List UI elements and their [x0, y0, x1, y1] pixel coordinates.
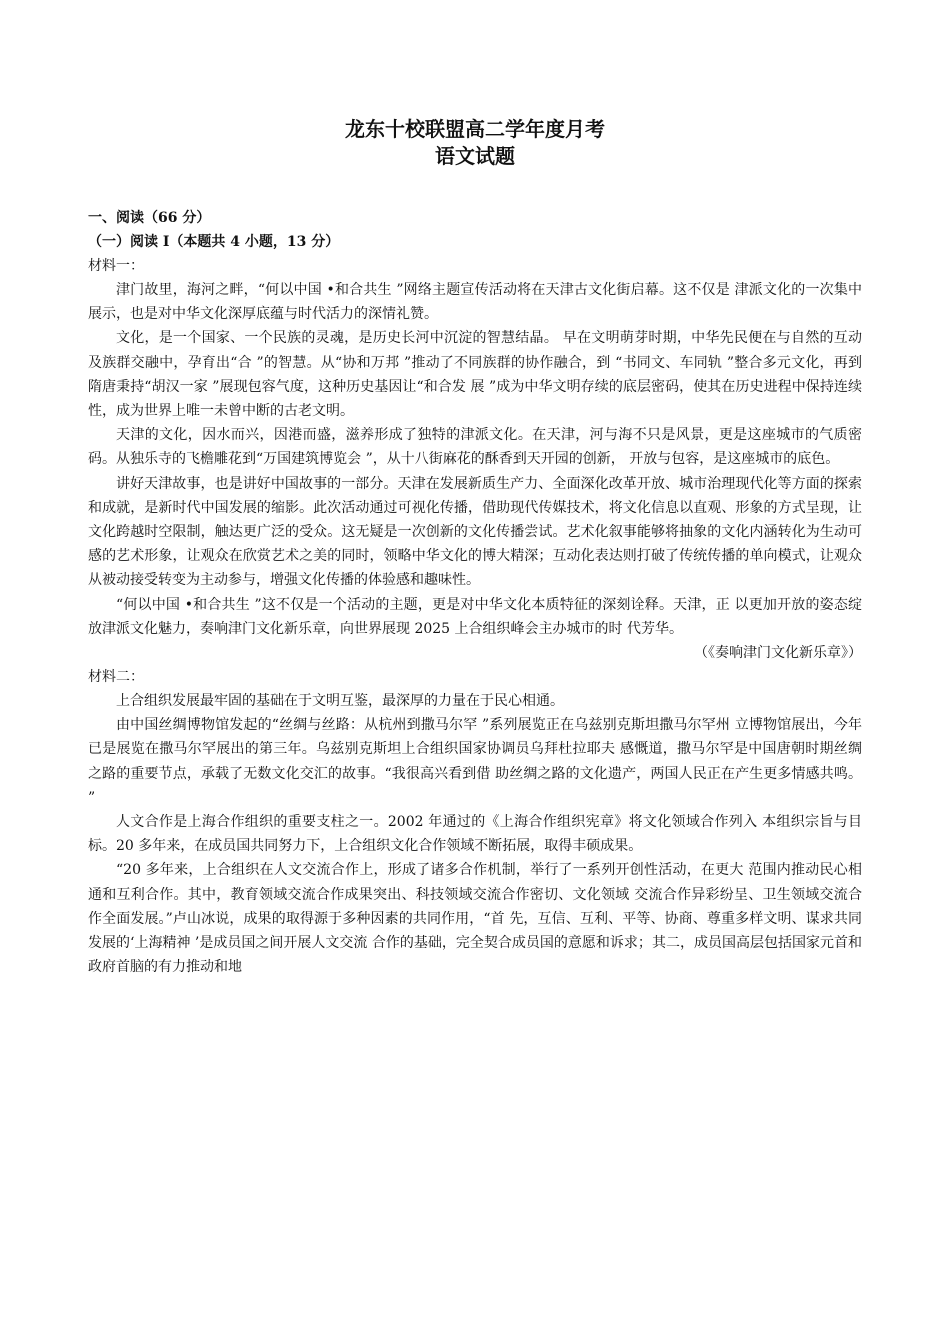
subject-title: 语文试题	[435, 144, 515, 168]
material2-paragraph: 人文合作是上海合作组织的重要支柱之一。2002 年通过的《上海合作组织宪章》将文化领域合作列入 本组织宗旨与目标。20 多年来，在成员国共同努力下，上合组织文化合作领域不断拓展，取得丰硕成果。	[88, 814, 862, 855]
material1-paragraph: 天津的文化，因水而兴，因港而盛，滋养形成了独特的津派文化。在天津，河与海不只是风景，更是这座城市的气质密码。从独乐寺的飞檐雕花到“万国建筑博览会 ”，从十八街麻花的酥香到天开园的创新， 开放与包容，是这座城市的底色。	[88, 427, 862, 468]
material2-paragraph: “20 多年来，上合组织在人文交流合作上，形成了诸多合作机制，举行了一系列开创性活动，在更大 范围内推动民心相通和互利合作。其中，教育领域交流合作成果突出、科技领域交流合作密切、文化领域 交流合作异彩纷呈、卫生领域交流合作全面发展。”卢山冰说，成果的取得源于多种因素的共同作用，“首 先，互信、互利、平等、协商、尊重多样文明、谋求共同发展的‘上海精神 ’是成员国之间开展人文交流 合作的基础，完全契合成员国的意愿和诉求；其二，成员国高层包括国家元首和政府首脑的有力推动和地	[88, 862, 862, 976]
material1-source: （《奏响津门文化新乐章》）	[694, 645, 862, 662]
material1-paragraph: 讲好天津故事，也是讲好中国故事的一部分。天津在发展新质生产力、全面深化改革开放、城市治理现代化等方面的探索和成就，是新时代中国发展的缩影。此次活动通过可视化传播，借助现代传媒技术，将文化信息以直观、形象的方式呈现，让文化跨越时空限制，触达更广泛的受众。这无疑是一次创新的文化传播尝试。艺术化叙事能够将抽象的文化内涵转化为生动可感的艺术形象，让观众在欣赏艺术之美的同时，领略中华文化的博大精深；互动化表达则打破了传统传播的单向模式，让观众从被动接受转变为主动参与，增强文化传播的体验感和趣味性。	[88, 475, 862, 589]
material1-paragraph: “何以中国 •和合共生 ”这不仅是一个活动的主题，更是对中华文化本质特征的深刻诠释。天津，正 以更加开放的姿态绽放津派文化魅力，奏响津门文化新乐章，向世界展现 2025 上合组织峰会主办城市的时 代芳华。	[88, 596, 862, 637]
section-subheading: （一）阅读 I（本题共 4 小题，13 分）	[88, 234, 340, 250]
material2-paragraph: 上合组织发展最牢固的基础在于文明互鉴，最深厚的力量在于民心相通。	[116, 693, 564, 710]
material1-paragraph: 文化，是一个国家、一个民族的灵魂，是历史长河中沉淀的智慧结晶。 早在文明萌芽时期，中华先民便在与自然的互动及族群交融中，孕育出“合 ”的智慧。从“协和万邦 ”推动了不同族群的协作融合，到 “书同文、车同轨 ”整合多元文化，再到隋唐秉持“胡汉一家 ”展现包容气度，这种历史基因让“和合发 展 ”成为中华文明存续的底层密码，使其在历史进程中保持连续性，成为世界上唯一未曾中断的古老文明。	[88, 330, 862, 420]
section-heading: 一、阅读（66 分）	[88, 210, 211, 226]
material2-paragraph: 由中国丝绸博物馆发起的“丝绸与丝路：从杭州到撒马尔罕 ”系列展览正在乌兹别克斯坦撒马尔罕州 立博物馆展出，今年已是展览在撒马尔罕展出的第三年。乌兹别克斯坦上合组织国家协调员乌拜杜拉耶夫 感慨道，撒马尔罕是中国唐朝时期丝绸之路的重要节点，承载了无数文化交汇的故事。“我很高兴看到借 助丝绸之路的文化遗产，两国人民正在产生更多情感共鸣。 ”	[88, 717, 862, 806]
material1-paragraph: 津门故里，海河之畔，“何以中国 •和合共生 ”网络主题宣传活动将在天津古文化街启幕。这不仅是 津派文化的一次集中展示，也是对中华文化深厚底蕴与时代活力的深情礼赞。	[88, 282, 862, 323]
exam-title: 龙东十校联盟高二学年度月考	[345, 117, 605, 141]
material2-label: 材料二：	[88, 669, 144, 686]
material1-label: 材料一：	[88, 258, 144, 274]
title-block	[88, 116, 862, 170]
